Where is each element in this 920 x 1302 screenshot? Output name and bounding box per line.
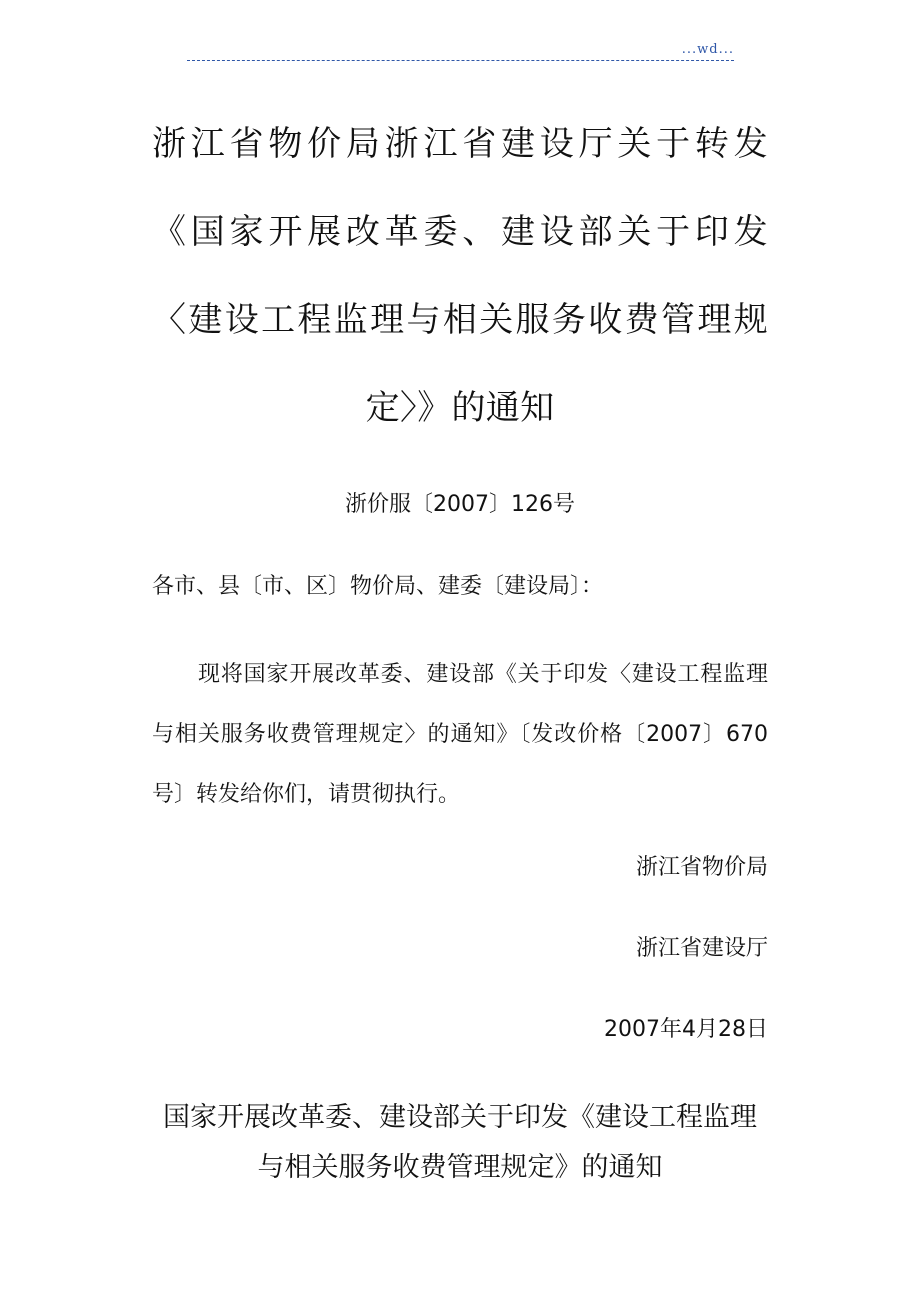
- signature-price-bureau: 浙江省物价局: [635, 855, 768, 880]
- header-mark: ...wd...: [681, 42, 734, 57]
- signature-construction-dept: 浙江省建设厅: [635, 936, 768, 961]
- header-dashed-rule: [187, 60, 734, 61]
- second-document-title: 国家开展改革委、建设部关于印发《建设工程监理与相关服务收费管理规定》的通知: [163, 1102, 757, 1183]
- salutation: 各市、县〔市、区〕物价局、建委〔建设局〕：: [152, 574, 604, 599]
- document-title: 浙江省物价局浙江省建设厅关于转发《国家开展改革委、建设部关于印发〈建设工程监理与相关服务收费管理规定〉》的通知: [152, 124, 768, 428]
- document-number: 浙价服〔2007〕126号: [345, 492, 575, 517]
- body-paragraph: 现将国家开展改革委、建设部《关于印发〈建设工程监理与相关服务收费管理规定〉的通知》〔发改价格〔2007〕670号〕转发给你们，请贯彻执行。: [152, 662, 768, 807]
- document-date: 2007年4月28日: [604, 1017, 768, 1042]
